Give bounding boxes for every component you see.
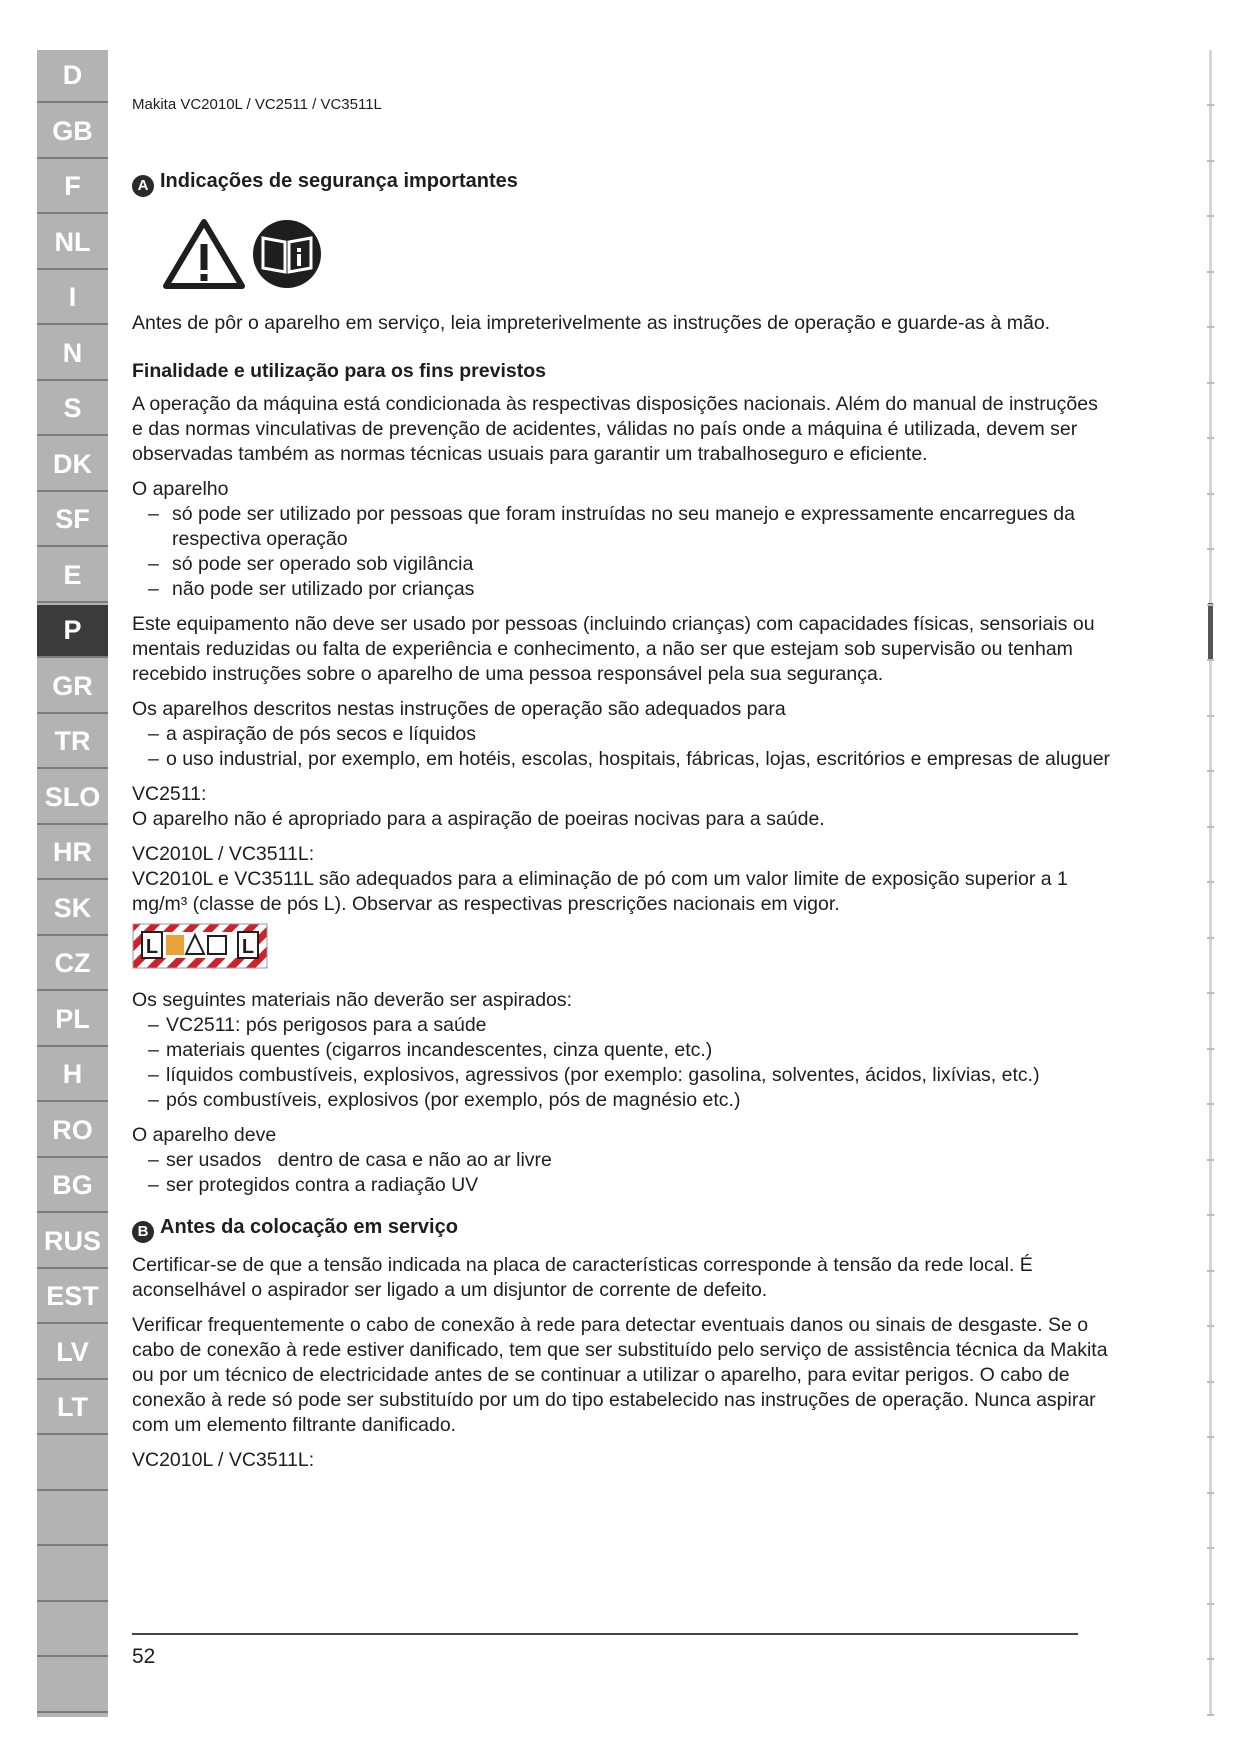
lang-tab-empty: [37, 1660, 108, 1713]
margin-tick: [1207, 1381, 1214, 1383]
margin-tick: [1207, 715, 1214, 717]
dust-icon: [166, 935, 184, 955]
margin-tick: [1207, 1159, 1214, 1161]
list-item: – só pode ser utilizado por pessoas que foram instruídas no seu manejo e expressamente encarregues da respectiva operação: [148, 503, 1075, 550]
margin-tick: [1207, 271, 1214, 273]
lang-tab-pl: PL: [37, 994, 108, 1047]
list-item: – a aspiração de pós secos e líquidos: [148, 723, 477, 745]
margin-tick: [1207, 104, 1214, 106]
lang-tab-s: S: [37, 383, 108, 436]
margin-tick: [1207, 160, 1214, 162]
lang-tab-nl: NL: [37, 217, 108, 270]
lang-tab-ro: RO: [37, 1105, 108, 1158]
warning-triangle-icon: [166, 222, 242, 286]
margin-tick: [1207, 1270, 1214, 1272]
margin-tick: [1207, 1547, 1214, 1549]
suitable-intro: Os aparelhos descritos nestas instruções de operação são adequados para: [132, 698, 786, 720]
list-item: – ser usados dentro de casa e não ao ar livre: [148, 1149, 552, 1171]
margin-tick: [1207, 493, 1214, 495]
read-manual-icon: [253, 220, 321, 288]
lang-tab-lv: LV: [37, 1327, 108, 1380]
suitable-list: [132, 722, 1112, 772]
margin-tick: [1207, 326, 1214, 328]
right-margin-marker: [1208, 603, 1213, 661]
lang-tab-n: N: [37, 328, 108, 381]
lang-tab-lt: LT: [37, 1382, 108, 1435]
margin-tick: [1207, 1658, 1214, 1660]
margin-tick: [1207, 215, 1214, 217]
lang-tab-dk: DK: [37, 439, 108, 492]
lang-tab-f: F: [37, 161, 108, 214]
lang-tab-gb: GB: [37, 106, 108, 159]
vc-l-text: VC2010L e VC3511L são adequados para a eliminação de pó com um valor limite de exposição superior a 1 mg/m³ (classe de pós L). Observar as respectivas prescrições nacionais em vigor.: [132, 868, 1068, 915]
lang-tab-sf: SF: [37, 494, 108, 547]
lang-tab-d: D: [37, 50, 108, 103]
lang-tab-tr: TR: [37, 716, 108, 769]
list-item: – o uso industrial, por exemplo, em hotéis, escolas, hospitais, fábricas, lojas, escritórios e empresas de aluguer: [148, 748, 1111, 770]
lang-tab-rus: RUS: [37, 1216, 108, 1269]
margin-tick: [1207, 770, 1214, 772]
lang-tab-sk: SK: [37, 883, 108, 936]
warning-icons: [162, 216, 332, 290]
lang-tab-est: EST: [37, 1271, 108, 1324]
section-a-title: [132, 168, 1112, 197]
purpose-paragraph-2: Este equipamento não deve ser usado por pessoas (incluindo crianças) com capacidades físicas, sensoriais ou mentais reduzidas ou falta de experiência e conhecimento, a não ser que estejam sob supervisão ou tenham recebido instruções sobre o aparelho de uma pessoa responsável pela sua segurança.: [132, 613, 1095, 685]
margin-tick: [1207, 437, 1214, 439]
lang-tab-e: E: [37, 550, 108, 603]
vc-l-label: VC2010L / VC3511L:: [132, 843, 315, 865]
margin-tick: [1207, 992, 1214, 994]
section-b-title-text: Antes da colocação em serviço: [160, 1216, 458, 1238]
lang-tab-empty: [37, 1493, 108, 1546]
dust-class-letter-right: L: [241, 936, 255, 958]
must-list: [132, 1148, 1112, 1198]
lang-tab-empty: [37, 1438, 108, 1491]
section-a-intro: Antes de pôr o aparelho em serviço, leia impreterivelmente as instruções de operação e guarde-as à mão.: [132, 312, 1051, 334]
device-intro: O aparelho: [132, 478, 229, 500]
margin-tick: [1207, 604, 1214, 606]
margin-tick: [1207, 1325, 1214, 1327]
section-b-trailing-label: VC2010L / VC3511L:: [132, 1449, 315, 1471]
model-header: Makita VC2010L / VC2511 / VC3511L: [132, 96, 382, 113]
dust-class-letter-left: L: [145, 936, 159, 958]
lang-tab-bg: BG: [37, 1160, 108, 1213]
section-b-paragraph-2: Verificar frequentemente o cabo de conexão à rede para detectar eventuais danos ou sinais de desgaste. Se o cabo de conexão à rede estiver danificado, tem que ser substituído pelo serviço de assistência técnica da Makita ou por um técnico de electricidade antes de se continuar a utilizar o aparelho, para evitar perigos. O cabo de conexão à rede só pode ser substituído por um do tipo estabelecido nas instruções de operação. Nunca aspirar com um elemento filtrante danificado.: [132, 1314, 1108, 1436]
lang-tab-gr: GR: [37, 661, 108, 714]
must-intro: O aparelho deve: [132, 1124, 277, 1146]
margin-tick: [1207, 881, 1214, 883]
list-item: – pós combustíveis, explosivos (por exemplo, pós de magnésio etc.): [148, 1089, 741, 1111]
lang-tab-hr: HR: [37, 827, 108, 880]
purpose-paragraph-1: A operação da máquina está condicionada às respectivas disposições nacionais. Além do manual de instruções e das normas vinculativas de prevenção de acidentes, válidas no país onde a máquina é utilizada, devem ser observadas também as normas técnicas usuais para garantir um trabalhoseguro e eficiente.: [132, 393, 1098, 465]
section-b-marker: B: [132, 1221, 154, 1243]
dust-class-l-label: [132, 923, 268, 969]
margin-tick: [1207, 548, 1214, 550]
list-item: – não pode ser utilizado por crianças: [148, 578, 475, 600]
not-aspirate-intro: Os seguintes materiais não deverão ser aspirados:: [132, 989, 573, 1011]
margin-tick: [1207, 826, 1214, 828]
margin-tick: [1207, 659, 1214, 661]
list-item: – ser protegidos contra a radiação UV: [148, 1174, 479, 1196]
lang-tab-p: P: [37, 605, 108, 658]
margin-tick: [1207, 1048, 1214, 1050]
lang-tab-i: I: [37, 272, 108, 325]
list-item: – só pode ser operado sob vigilância: [148, 553, 474, 575]
margin-tick: [1207, 1492, 1214, 1494]
list-item: – materiais quentes (cigarros incandescentes, cinza quente, etc.): [148, 1039, 713, 1061]
lang-tab-cz: CZ: [37, 938, 108, 991]
not-aspirate-list: [132, 1013, 1112, 1113]
lang-tab-h: H: [37, 1049, 108, 1102]
vc2511-label: VC2511:: [132, 783, 207, 805]
lang-tab-empty: [37, 1549, 108, 1602]
section-a-title-text: Indicações de segurança importantes: [160, 170, 518, 192]
margin-tick: [1207, 1214, 1214, 1216]
margin-tick: [1207, 937, 1214, 939]
lang-tab-slo: SLO: [37, 772, 108, 825]
margin-tick: [1207, 382, 1214, 384]
section-b-paragraph-1: Certificar-se de que a tensão indicada na placa de características corresponde à tensão da rede local. É aconselhável o aspirador ser ligado a um disjuntor de corrente de defeito.: [132, 1254, 1033, 1301]
footer-rule: [132, 1633, 1078, 1635]
margin-tick: [1207, 1103, 1214, 1105]
language-tab-strip: [37, 50, 108, 1717]
vc2511-text: O aparelho não é apropriado para a aspiração de poeiras nocivas para a saúde.: [132, 808, 825, 830]
margin-tick: [1207, 1436, 1214, 1438]
page-number: 52: [132, 1645, 156, 1668]
list-item: – líquidos combustíveis, explosivos, agressivos (por exemplo: gasolina, solventes, ácidos, lixívias, etc.): [148, 1064, 1040, 1086]
device-list: [132, 502, 1112, 602]
margin-tick: [1207, 1603, 1214, 1605]
margin-tick: [1207, 1714, 1214, 1716]
section-a-marker: A: [132, 175, 154, 197]
lang-tab-empty: [37, 1604, 108, 1657]
main-content: [132, 311, 1112, 1473]
list-item: – VC2511: pós perigosos para a saúde: [148, 1014, 487, 1036]
section-b-title: [132, 1214, 1112, 1243]
purpose-title: Finalidade e utilização para os fins previstos: [132, 360, 546, 382]
